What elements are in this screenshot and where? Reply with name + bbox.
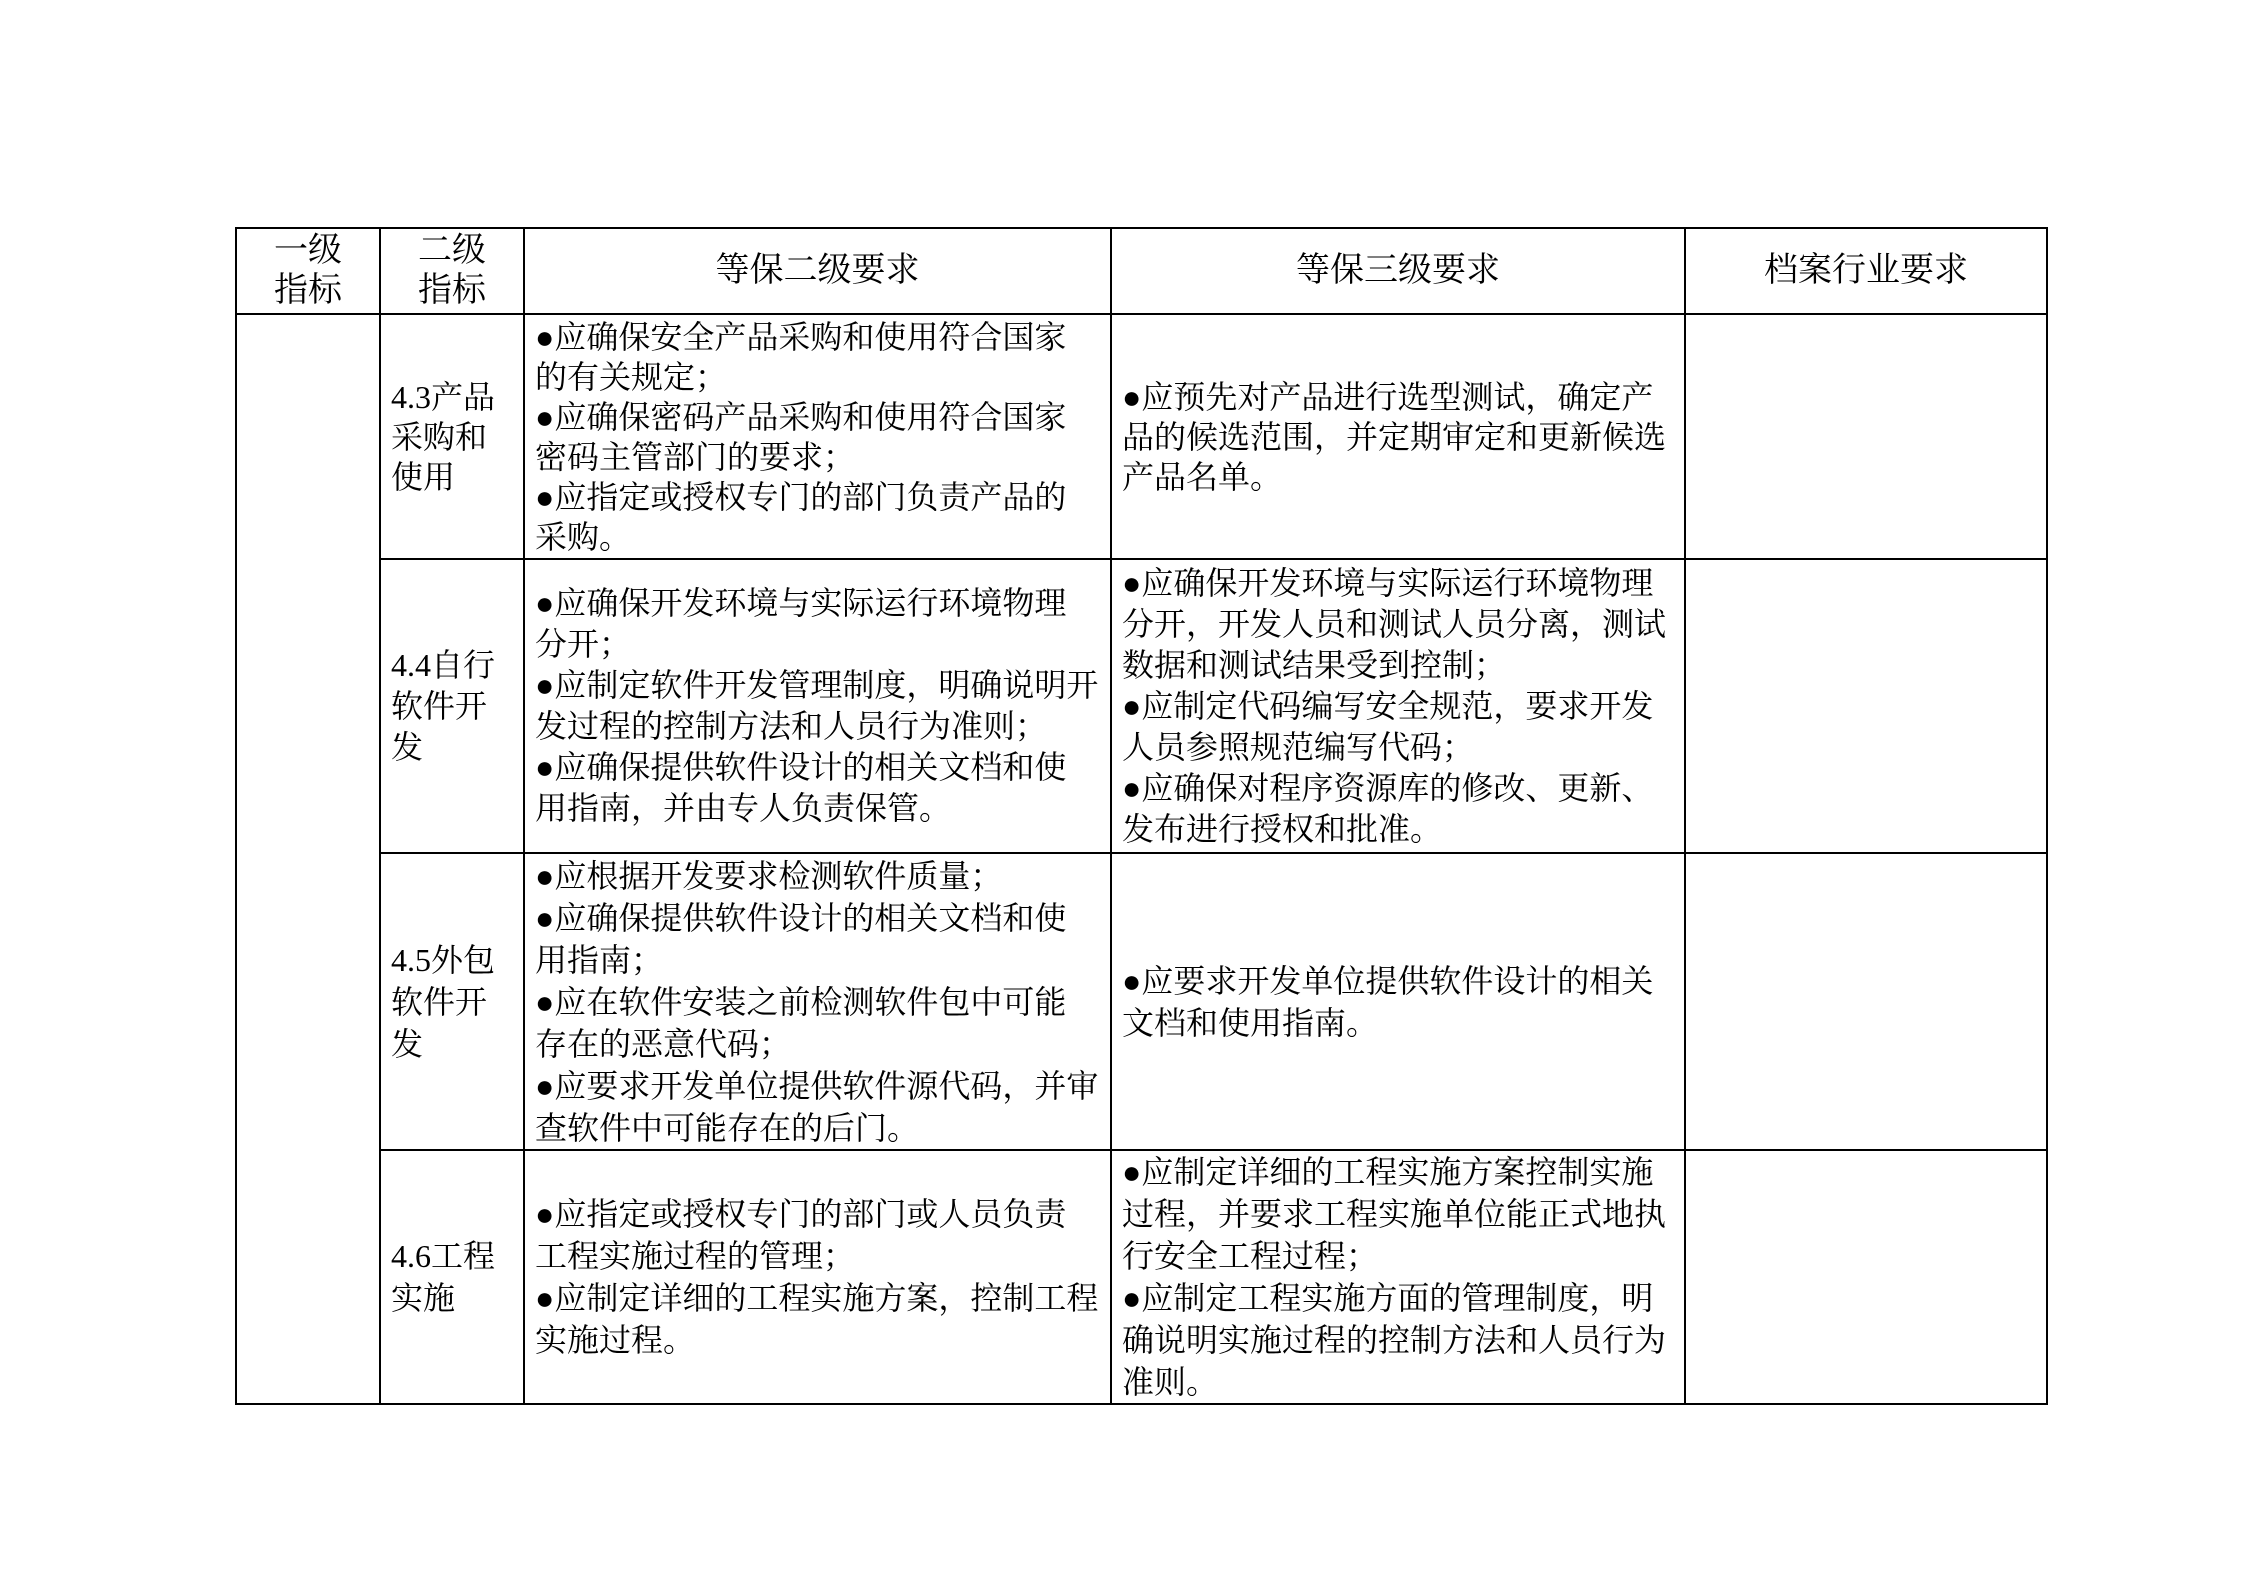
header-archive-industry-req: 档案行业要求 — [1685, 228, 2047, 314]
cell-4-5-archive-req — [1685, 853, 2047, 1150]
requirements-table — [235, 227, 2048, 1405]
header-level3-protection-req: 等保三级要求 — [1111, 228, 1685, 314]
row-4-6-project-implementation — [236, 1150, 2047, 1404]
cell-4-5-level2-req: ●应根据开发要求检测软件质量； ●应确保提供软件设计的相关文档和使 用指南； ●应在软件安装之前检测软件包中可能 存在的恶意代码； ●应要求开发单位提供软件源代码，并审 查软件中可能存在的后门。 — [524, 853, 1111, 1150]
cell-4-6-archive-req — [1685, 1150, 2047, 1404]
cell-4-4-archive-req — [1685, 559, 2047, 853]
cell-4-5-indicator: 4.5外包 软件开 发 — [380, 853, 524, 1150]
cell-4-4-level2-req: ●应确保开发环境与实际运行环境物理 分开； ●应制定软件开发管理制度，明确说明开 发过程的控制方法和人员行为准则； ●应确保提供软件设计的相关文档和使 用指南，并由专人负责保管。 — [524, 559, 1111, 853]
header-level1-indicator: 一级 指标 — [236, 228, 380, 314]
cell-4-3-level2-req: ●应确保安全产品采购和使用符合国家 的有关规定； ●应确保密码产品采购和使用符合国家 密码主管部门的要求； ●应指定或授权专门的部门负责产品的 采购。 — [524, 314, 1111, 559]
header-level2-indicator: 二级 指标 — [380, 228, 524, 314]
cell-4-4-level3-req: ●应确保开发环境与实际运行环境物理 分开，开发人员和测试人员分离，测试 数据和测试结果受到控制； ●应制定代码编写安全规范，要求开发 人员参照规范编写代码； ●应确保对程序资源库的修改、更新、 发布进行授权和批准。 — [1111, 559, 1685, 853]
cell-4-4-indicator: 4.4自行 软件开 发 — [380, 559, 524, 853]
table-header-row — [236, 228, 2047, 314]
cell-level1-indicator-merged — [236, 314, 380, 1404]
row-4-4-inhouse-software-dev — [236, 559, 2047, 853]
row-4-5-outsourced-software-dev — [236, 853, 2047, 1150]
cell-4-6-indicator: 4.6工程 实施 — [380, 1150, 524, 1404]
cell-4-3-level3-req: ●应预先对产品进行选型测试，确定产 品的候选范围，并定期审定和更新候选 产品名单。 — [1111, 314, 1685, 559]
cell-4-6-level3-req: ●应制定详细的工程实施方案控制实施 过程，并要求工程实施单位能正式地执 行安全工程过程； ●应制定工程实施方面的管理制度，明 确说明实施过程的控制方法和人员行为 准则。 — [1111, 1150, 1685, 1404]
cell-4-3-indicator: 4.3产品 采购和 使用 — [380, 314, 524, 559]
cell-4-3-archive-req — [1685, 314, 2047, 559]
header-level2-protection-req: 等保二级要求 — [524, 228, 1111, 314]
cell-4-5-level3-req: ●应要求开发单位提供软件设计的相关 文档和使用指南。 — [1111, 853, 1685, 1150]
cell-4-6-level2-req: ●应指定或授权专门的部门或人员负责 工程实施过程的管理； ●应制定详细的工程实施方案，控制工程 实施过程。 — [524, 1150, 1111, 1404]
row-4-3-product-procurement — [236, 314, 2047, 559]
